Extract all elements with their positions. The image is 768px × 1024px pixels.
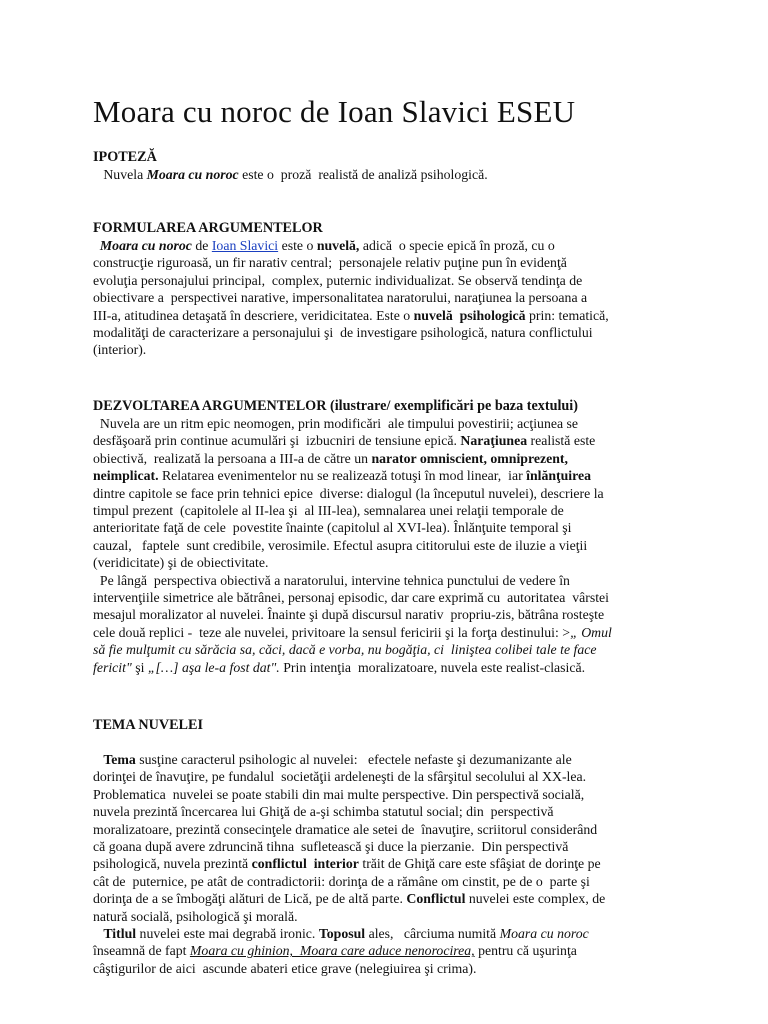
text-run: înseamnă de fapt <box>93 943 190 959</box>
text-run: nuvelei este complex, de <box>465 891 606 907</box>
text-run: timpul prezent (capitolele al II-lea şi al III-lea), semnalarea unei relaţii temporale de <box>93 503 564 519</box>
text-run: cât de puternice, pe atât de contradictorii: dorinţa de a rămâne om cinstit, pe de o parte şi <box>93 873 590 889</box>
text-run: ales, cârciuma numită <box>365 926 500 942</box>
text-run: dintre capitole se face prin tehnici epice diverse: dialogul (la începutul nuvelei), descriere la <box>93 485 604 501</box>
text-run: fericit" <box>93 659 132 675</box>
text-line <box>93 641 693 658</box>
text-run: pentru că uşurinţa <box>474 943 577 959</box>
section-formularea-argumentelor <box>93 220 693 359</box>
text-line <box>93 803 693 820</box>
text-line <box>93 485 693 502</box>
text-line <box>93 415 693 432</box>
text-run: construcţie riguroasă, un fir narativ central; personajele relativ puţine pun în evidenţă <box>93 255 567 271</box>
text-run: trăit de Ghiţă care este sfâşiat de dorinţe pe <box>358 856 601 872</box>
text-run: neimplicat. <box>93 468 159 484</box>
text-run: înlănţuirea <box>526 468 592 484</box>
text-run: evoluţia personajului principal, complex, puternic individualizat. Se observă tendinţa de <box>93 272 583 288</box>
text-run: şi <box>131 659 148 675</box>
text-run: nuvelei este mai degrabă ironic. <box>136 926 319 942</box>
text-run: desfăşoară prin continue acumulări şi izbucniri de tensiune epică. <box>93 433 461 449</box>
text-line <box>93 908 693 925</box>
text-line <box>93 768 693 785</box>
text-run: dorinţa de a se îmbogăţi alături de Lică, pe de altă parte. <box>93 891 407 907</box>
text-run: III-a, atitudinea detaşată în descriere, veridicitatea. Este o <box>93 307 414 323</box>
text-line <box>93 589 693 606</box>
text-run: Toposul <box>318 926 366 942</box>
text-run: cele două replici - teze ale nuvelei, privitoare la sensul fericirii şi la forţa destinului: > <box>93 624 571 640</box>
text-run: că goana după avere zdruncină tihna sufletească şi duce la pierzanie. Din perspectivă <box>93 839 569 855</box>
text-line <box>93 502 693 519</box>
text-run: Moara cu noroc <box>499 926 589 942</box>
section-heading-formularea: FORMULAREA ARGUMENTELOR <box>93 220 323 236</box>
text-run: mesajul moralizator al nuvelei. Înainte şi după discursul narativ propriu-zis, bătrâna rosteşte <box>93 607 605 623</box>
text-line <box>93 838 693 855</box>
text-line <box>93 307 693 324</box>
text-run: moralizatoare, prezintă consecinţele dramatice ale setei de înavuţire, scriitorul considerând <box>93 821 598 837</box>
text-run <box>93 752 103 767</box>
text-run: Moara cu noroc <box>146 167 239 182</box>
text-run: Tema <box>103 752 136 767</box>
text-run: „[…] aşa le-a fost dat". <box>147 659 280 675</box>
text-run: Relatarea evenimentelor nu se realizează totuşi în mod linear, iar <box>158 468 527 484</box>
text-run: să fie mulţumit cu sărăcia sa, căci, dacă e vorba, nu bogăţia, ci liniştea colibei tale te face <box>93 642 597 658</box>
text-run: anterioritate faţă de cele povestite înainte (capitolul al XVI-lea). Înlănţuite temporal şi <box>93 520 572 536</box>
text-run: modalităţi de caracterizare a personajului şi de investigare psihologică, natura conflictului <box>93 325 593 341</box>
text-line <box>93 289 693 306</box>
text-run <box>93 926 103 941</box>
text-line <box>93 942 693 959</box>
text-run: prin: tematică, <box>525 307 609 323</box>
text-run: Moara cu noroc <box>99 238 192 253</box>
text-run: nuvela prezintă încercarea lui Ghiţă de a-şi schimba statutul social; din perspectivă <box>93 804 554 820</box>
text-run: Titlul <box>103 926 137 942</box>
document-title: Moara cu noroc de Ioan Slavici ESEU <box>93 94 576 129</box>
text-line <box>93 432 693 449</box>
text-line <box>93 237 693 254</box>
text-line <box>93 821 693 838</box>
text-line <box>93 341 693 358</box>
text-run: natură socială, psihologică şi morală. <box>93 908 298 924</box>
section-body-dezvoltarea <box>93 415 693 676</box>
text-run: (veridicitate) şi de obiectivitate. <box>93 555 269 571</box>
text-run: câştigurilor de aici ascunde abateri etice grave (nelegiuirea şi crima). <box>93 960 477 976</box>
text-run: Moara cu ghinion, Moara care aduce nenorocirea, <box>189 943 475 959</box>
text-run: conflictul interior <box>251 856 359 872</box>
text-run: este o <box>278 238 317 253</box>
text-line <box>93 467 693 484</box>
text-line <box>93 519 693 536</box>
text-line <box>93 254 693 271</box>
text-run: nuvelă, <box>316 238 360 253</box>
text-run: dorinţei de înavuţire, pe fundalul societăţii ardeleneşti de la sfârşitul secolului al XX-lea. <box>93 769 587 785</box>
text-run: susţine caracterul psihologic al nuvelei: efectele nefaste şi dezumanizante ale <box>135 752 572 767</box>
text-run: Conflictul <box>406 891 466 907</box>
text-line <box>93 572 693 589</box>
text-line <box>93 925 693 942</box>
text-run: psihologică, nuvela prezintă <box>93 856 252 872</box>
text-line <box>93 855 693 872</box>
section-dezvoltarea-argumentelor <box>93 398 693 676</box>
text-run: Naraţiunea <box>460 433 528 449</box>
text-run: Problematica nuvelei se poate stabili din mai multe perspective. Din perspectivă socială, <box>93 786 585 802</box>
text-run: obiectivă, realizată la persoana a III-a de către un <box>93 450 372 466</box>
text-run: „ Omul <box>570 624 612 640</box>
text-line <box>93 786 693 803</box>
text-run: narator omniscient, omniprezent, <box>371 450 568 466</box>
text-run: Prin intenţia moralizatoare, nuvela este realist-clasică. <box>279 659 586 675</box>
text-line <box>93 873 693 890</box>
section-heading-ipoteza: IPOTEZĂ <box>93 149 157 165</box>
text-line <box>93 751 693 768</box>
text-line <box>93 890 693 907</box>
text-run: realistă este <box>527 433 596 449</box>
section-body-tema <box>93 751 693 977</box>
text-line <box>93 324 693 341</box>
text-run <box>93 238 100 253</box>
section-body-ipoteza <box>93 166 693 183</box>
text-run: obiectivare a perspectivei narative, impersonalitatea naratorului, naraţiunea la persoana a <box>93 290 588 306</box>
text-line <box>93 166 693 183</box>
text-line <box>93 659 693 676</box>
section-heading-tema: TEMA NUVELEI <box>93 717 203 733</box>
text-run: de <box>191 238 212 253</box>
text-run: Nuvela are un ritm epic neomogen, prin modificări ale timpului povestirii; acţiunea se <box>93 416 579 431</box>
text-line <box>93 606 693 623</box>
section-tema-nuvelei <box>93 717 693 977</box>
text-run: Pe lângă perspectiva obiectivă a naratorului, intervine tehnica punctului de vedere în <box>93 572 570 588</box>
text-run: este o proză realistă de analiză psihologică. <box>238 167 488 182</box>
text-run: adică o specie epică în proză, cu o <box>359 238 555 253</box>
text-run: Nuvela <box>93 167 147 182</box>
text-line <box>93 537 693 554</box>
section-body-formularea <box>93 237 693 359</box>
text-run: cauzal, faptele sunt credibile, verosimile. Efectul asupra cititorului este de iluzie a vieţii <box>93 537 588 553</box>
document-page <box>93 92 673 976</box>
text-run: nuvelă psihologică <box>413 307 526 323</box>
text-run: intervenţiile simetrice ale bătrânei, personaj episodic, dar care exprimă cu autoritatea vârstei <box>93 590 609 606</box>
text-line <box>93 960 693 977</box>
section-heading-dezvoltarea: DEZVOLTAREA ARGUMENTELOR (ilustrare/ exemplificări pe baza textului) <box>93 398 578 414</box>
text-line <box>93 624 693 641</box>
text-line <box>93 450 693 467</box>
text-line <box>93 272 693 289</box>
text-line <box>93 554 693 571</box>
author-link[interactable]: Ioan Slavici <box>211 238 279 253</box>
section-ipoteza <box>93 149 693 183</box>
text-run: (interior). <box>93 342 147 358</box>
